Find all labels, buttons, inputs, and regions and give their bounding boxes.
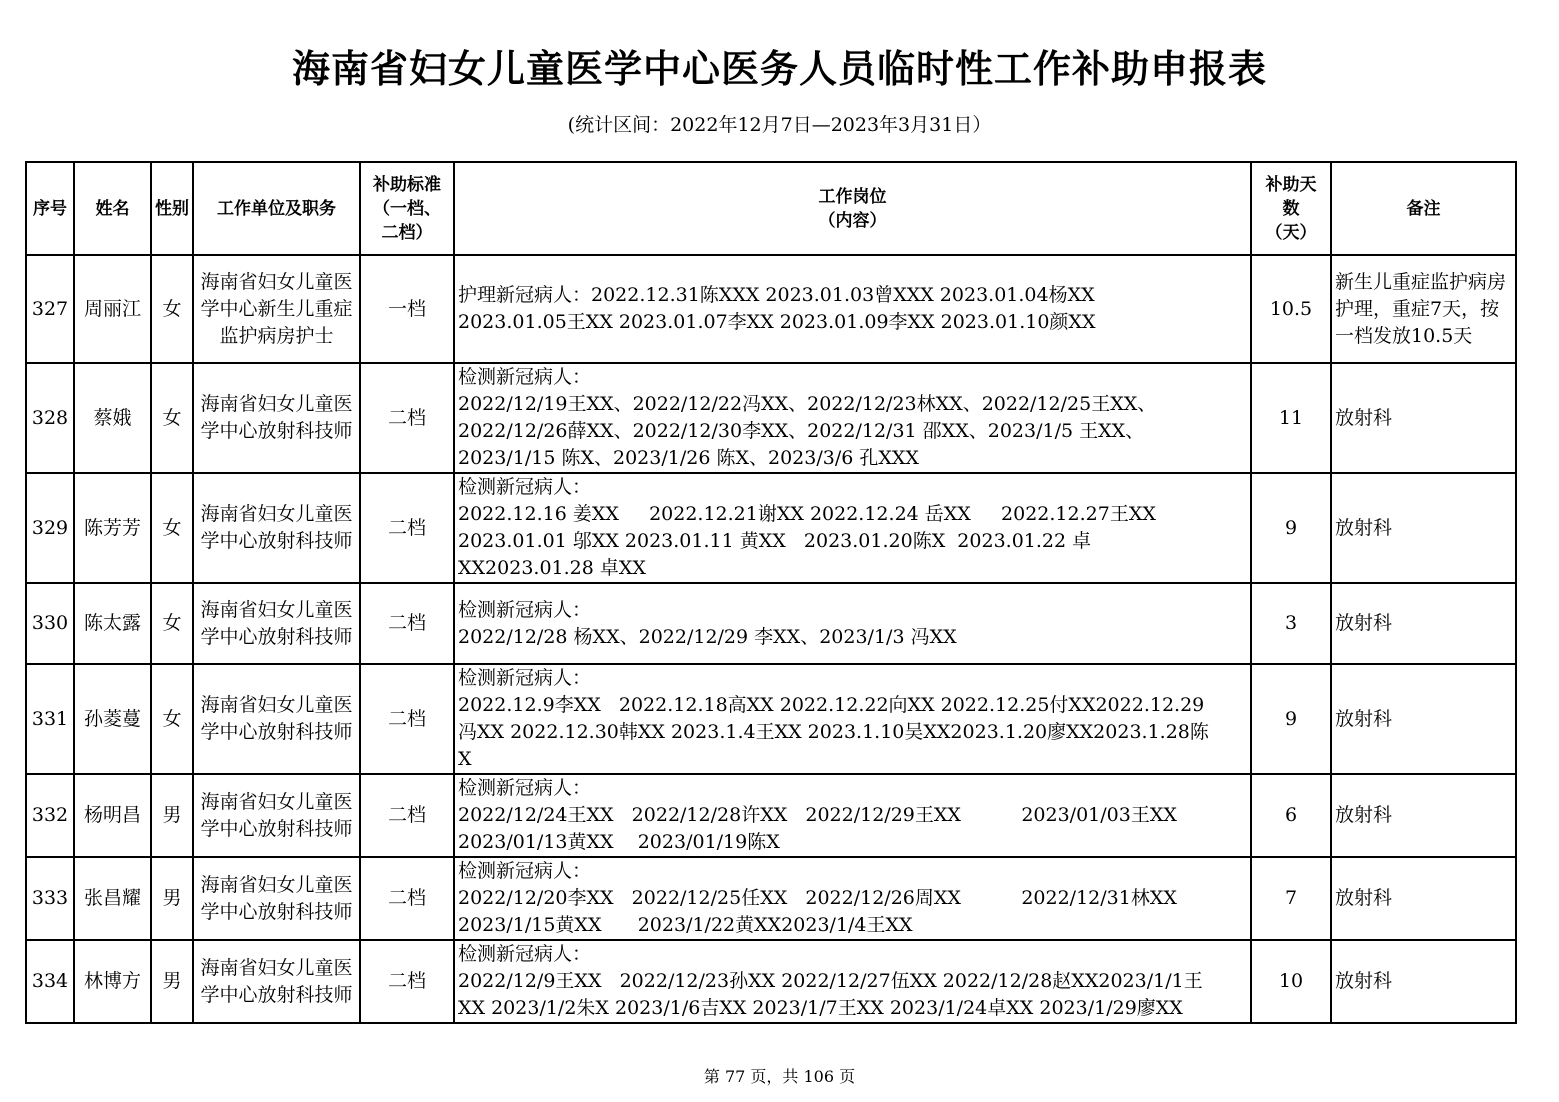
cell-days: 11 (1251, 363, 1331, 473)
cell-days: 6 (1251, 774, 1331, 857)
cell-standard: 二档 (360, 940, 454, 1023)
cell-days: 9 (1251, 473, 1331, 583)
cell-seq: 333 (26, 857, 74, 940)
cell-note: 放射科 (1331, 857, 1516, 940)
cell-note: 放射科 (1331, 363, 1516, 473)
cell-name: 蔡娥 (74, 363, 151, 473)
cell-seq: 332 (26, 774, 74, 857)
cell-unit: 海南省妇女儿童医学中心放射科技师 (193, 774, 360, 857)
cell-post: 检测新冠病人： 2022/12/9王XX 2022/12/23孙XX 2022/12/27伍XX 2022/12/28赵XX2023/1/1王 XX 2023/1/2朱X 2023/1/6吉XX 2023/1/7王XX 2023/1/24卓XX 2023/1/29廖XX (454, 940, 1251, 1023)
statistics-period: (统计区间：2022年12月7日—2023年3月31日） (567, 114, 992, 136)
cell-name: 陈太露 (74, 583, 151, 664)
cell-post: 检测新冠病人： 2022/12/19王XX、2022/12/22冯XX、2022/12/23林XX、2022/12/25王XX、 2022/12/26薛XX、2022/12/30李XX、2022/12/31 邵XX、2023/1/5 王XX、 2023/1/15 陈X、2023/1/26 陈X、2023/3/6 孔XXX (454, 363, 1251, 473)
cell-standard: 二档 (360, 363, 454, 473)
cell-name: 林博方 (74, 940, 151, 1023)
cell-unit: 海南省妇女儿童医学中心新生儿重症监护病房护士 (193, 255, 360, 363)
cell-unit: 海南省妇女儿童医学中心放射科技师 (193, 583, 360, 664)
table-row (26, 857, 1516, 940)
header-name: 姓名 (74, 162, 151, 255)
cell-gender: 女 (151, 363, 193, 473)
cell-seq: 328 (26, 363, 74, 473)
page-number: 第 77 页，共 106 页 (703, 1067, 856, 1086)
cell-seq: 334 (26, 940, 74, 1023)
cell-unit: 海南省妇女儿童医学中心放射科技师 (193, 940, 360, 1023)
cell-gender: 女 (151, 664, 193, 774)
cell-standard: 二档 (360, 583, 454, 664)
cell-days: 10.5 (1251, 255, 1331, 363)
cell-standard: 二档 (360, 473, 454, 583)
cell-post: 检测新冠病人： 2022/12/28 杨XX、2022/12/29 李XX、2023/1/3 冯XX (454, 583, 1251, 664)
cell-note: 放射科 (1331, 583, 1516, 664)
cell-days: 9 (1251, 664, 1331, 774)
cell-seq: 329 (26, 473, 74, 583)
table-row (26, 255, 1516, 363)
table-row (26, 940, 1516, 1023)
cell-unit: 海南省妇女儿童医学中心放射科技师 (193, 473, 360, 583)
cell-post: 检测新冠病人： 2022.12.9李XX 2022.12.18高XX 2022.12.22向XX 2022.12.25付XX2022.12.29 冯XX 2022.12.30韩XX 2023.1.4王XX 2023.1.10吴XX2023.1.20廖XX2023.1.28陈 X (454, 664, 1251, 774)
cell-note: 放射科 (1331, 473, 1516, 583)
cell-note: 放射科 (1331, 664, 1516, 774)
cell-name: 孙菱蔓 (74, 664, 151, 774)
header-days: 补助天 数 （天） (1251, 162, 1331, 255)
cell-name: 陈芳芳 (74, 473, 151, 583)
cell-standard: 二档 (360, 857, 454, 940)
cell-standard: 二档 (360, 774, 454, 857)
cell-standard: 一档 (360, 255, 454, 363)
cell-gender: 女 (151, 473, 193, 583)
cell-name: 周丽江 (74, 255, 151, 363)
cell-post: 护理新冠病人：2022.12.31陈XXX 2023.01.03曾XXX 2023.01.04杨XX 2023.01.05王XX 2023.01.07李XX 2023.01.09李XX 2023.01.10颜XX (454, 255, 1251, 363)
cell-name: 张昌耀 (74, 857, 151, 940)
cell-note: 放射科 (1331, 940, 1516, 1023)
header-unit: 工作单位及职务 (193, 162, 360, 255)
cell-standard: 二档 (360, 664, 454, 774)
cell-post: 检测新冠病人： 2022.12.16 姜XX 2022.12.21谢XX 2022.12.24 岳XX 2022.12.27王XX 2023.01.01 邬XX 2023.01.11 黄XX 2023.01.20陈X 2023.01.22 卓 XX2023.01.28 卓XX (454, 473, 1251, 583)
cell-gender: 男 (151, 940, 193, 1023)
header-seq: 序号 (26, 162, 74, 255)
cell-gender: 男 (151, 857, 193, 940)
table-row (26, 583, 1516, 664)
cell-days: 3 (1251, 583, 1331, 664)
cell-gender: 男 (151, 774, 193, 857)
cell-unit: 海南省妇女儿童医学中心放射科技师 (193, 857, 360, 940)
cell-seq: 327 (26, 255, 74, 363)
cell-note: 放射科 (1331, 774, 1516, 857)
cell-gender: 女 (151, 583, 193, 664)
cell-seq: 330 (26, 583, 74, 664)
cell-name: 杨明昌 (74, 774, 151, 857)
table-row (26, 363, 1516, 473)
header-standard: 补助标准 （一档、 二档） (360, 162, 454, 255)
header-gender: 性别 (151, 162, 193, 255)
cell-unit: 海南省妇女儿童医学中心放射科技师 (193, 664, 360, 774)
cell-gender: 女 (151, 255, 193, 363)
cell-days: 10 (1251, 940, 1331, 1023)
header-row (26, 162, 1516, 255)
cell-unit: 海南省妇女儿童医学中心放射科技师 (193, 363, 360, 473)
cell-post: 检测新冠病人： 2022/12/20李XX 2022/12/25任XX 2022/12/26周XX 2022/12/31林XX 2023/1/15黄XX 2023/1/22黄XX2023/1/4王XX (454, 857, 1251, 940)
cell-post: 检测新冠病人： 2022/12/24王XX 2022/12/28许XX 2022/12/29王XX 2023/01/03王XX 2023/01/13黄XX 2023/01/19陈X (454, 774, 1251, 857)
table-row (26, 473, 1516, 583)
cell-seq: 331 (26, 664, 74, 774)
cell-days: 7 (1251, 857, 1331, 940)
table-row (26, 664, 1516, 774)
header-post: 工作岗位 （内容） (454, 162, 1251, 255)
cell-note: 新生儿重症监护病房护理，重症7天，按一档发放10.5天 (1331, 255, 1516, 363)
header-note: 备注 (1331, 162, 1516, 255)
subsidy-table (25, 161, 1517, 1024)
page-title: 海南省妇女儿童医学中心医务人员临时性工作补助申报表 (291, 47, 1267, 91)
table-row (26, 774, 1516, 857)
